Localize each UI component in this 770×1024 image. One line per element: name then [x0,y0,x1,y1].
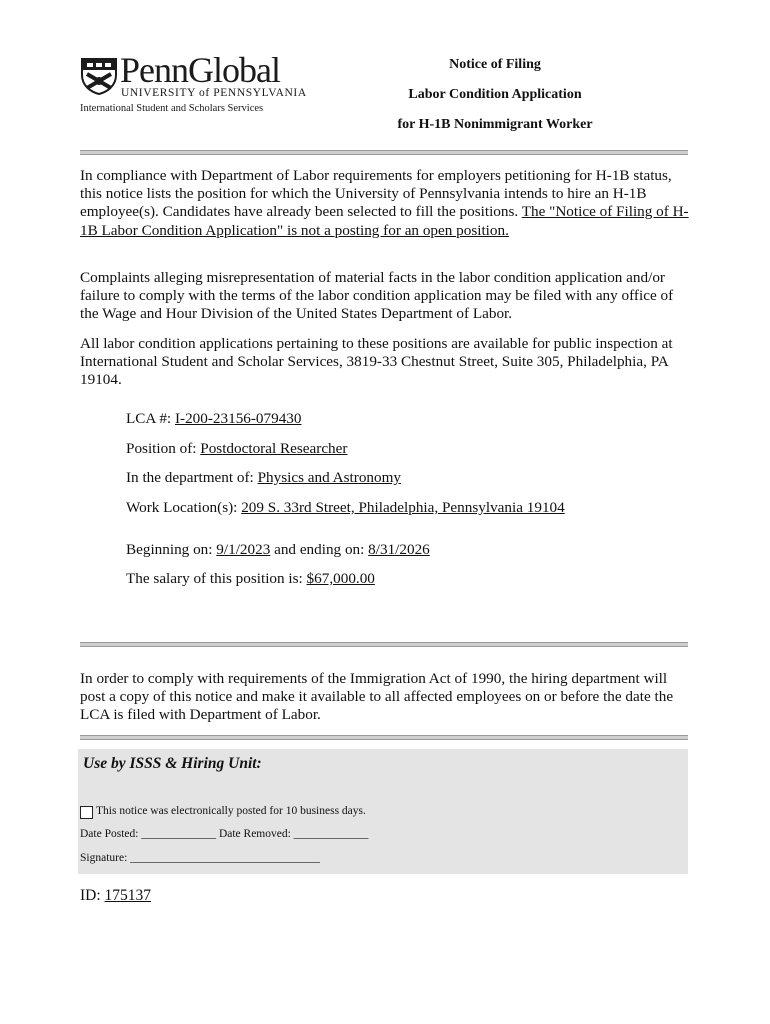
salary-row [126,570,375,588]
position-value: Postdoctoral Researcher [200,440,348,457]
id-value: 175137 [104,887,152,904]
date-removed-field: Date Removed: _____________ [218,828,369,840]
middle-divider [80,642,688,647]
header-divider [80,150,688,155]
salary-label: The salary of this position is: [126,570,307,587]
beginning-date: 9/1/2023 [216,541,271,558]
lower-divider [80,735,688,740]
document-id [80,887,151,905]
department-row [126,469,401,487]
isss-heading: Use by ISSS & Hiring Unit: [83,755,262,772]
work-location-row [126,499,565,517]
department-value: Physics and Astronomy [257,469,402,486]
posted-checkbox-label: This notice was electronically posted for 10 business days. [96,805,366,817]
title-line-1: Notice of Filing [449,57,541,72]
title-line-3: for H-1B Nonimmigrant Worker [397,117,593,132]
logo-university-name: UNIVERSITY of PENNSYLVANIA [121,87,307,99]
work-location-label: Work Location(s): [126,499,242,516]
work-location-value: 209 S. 33rd Street, Philadelphia, Pennsylvania 19104 [241,499,565,516]
position-label: Position of: [126,440,201,457]
title-line-2: Labor Condition Application [408,87,582,102]
compliance-intro-paragraph [80,167,690,240]
notice-title [360,50,630,140]
penn-global-logo [80,50,310,117]
id-label: ID: [80,887,105,904]
intro-disclaimer: The "Notice of Filing of H-1B Labor Condition Application" is not a posting for an open position. [80,203,689,239]
date-posted-field: Date Posted: _____________ [80,828,217,840]
inspection-paragraph: All labor condition applications pertaining to these positions are available for public inspection at International Student and Scholar Services, 3819-33 Chestnut Street, Suite 305, Philadelphia, PA 19104. [80,335,673,389]
lca-value: I-200-23156-079430 [174,410,302,427]
lca-number-row [126,410,302,428]
ending-label: and ending on: [270,541,369,558]
immigration-act-paragraph: In order to comply with requirements of the Immigration Act of 1990, the hiring department will post a copy of this notice and make it available to all affected employees on or before the date the LCA is filed with Department of Labor. [80,670,674,724]
logo-wordmark: PennGlobal [120,50,280,90]
date-fields-line [80,828,368,840]
ending-date: 8/31/2026 [368,541,430,558]
signature-field: Signature: _________________________________ [80,852,320,864]
intro-text: In compliance with Department of Labor requirements for employers petitioning for H-1B status, this notice lists the position for which the University of Pennsylvania intends to hire an H-1B employee(s). Candidates have already been selected to fill the positions. [80,167,672,221]
logo-tagline: International Student and Scholars Services [80,103,264,114]
complaints-paragraph: Complaints alleging misrepresentation of material facts in the labor condition application and/or failure to comply with the terms of the labor condition application may be filed with any office of the Wage and Hour Division of the United States Department of Labor. [80,269,674,323]
salary-value: $67,000.00 [306,570,375,587]
posted-checkbox[interactable] [80,806,93,819]
isss-use-box [78,749,688,874]
lca-label: LCA #: [126,410,175,427]
position-row [126,440,347,458]
department-label: In the department of: [126,469,258,486]
beginning-label: Beginning on: [126,541,217,558]
dates-row [126,541,430,559]
penn-shield-icon [80,57,118,95]
